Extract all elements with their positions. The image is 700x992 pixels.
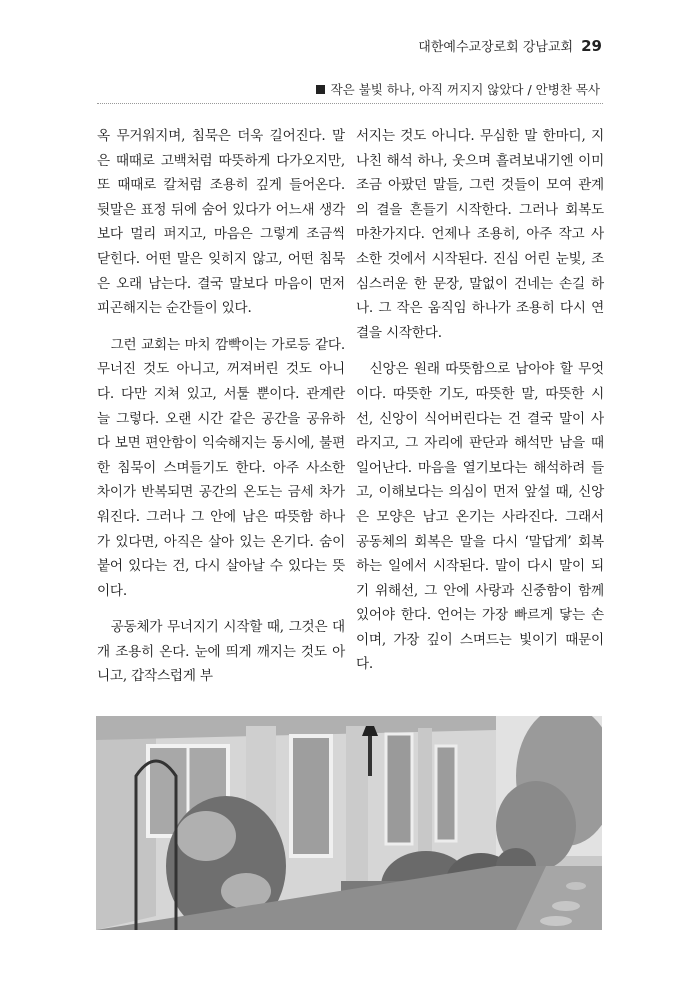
left-column — [97, 124, 345, 689]
paragraph: 신앙은 원래 따뜻함으로 남아야 할 무엇이다. 따뜻한 기도, 따뜻한 말, 따뜻한 시선, 신앙이 식어버린다는 건 결국 말이 사라지고, 그 자리에 판단과 해석만 남을 때 일어난다. 마음을 열기보다는 해석하려 들고, 이해보다는 의심이 먼저 앞설 때, 신앙은 모양은 남고 온기는 사라진다. 그래서 공동체의 회복은 말을 다시 ‘말답게’ 회복하는 일에서 시작된다. 말이 다시 말이 되기 위해선, 그 안에 사랑과 신중함이 함께 있어야 한다. 언어는 가장 빠르게 닿는 손이며, 가장 깊이 스며드는 빛이기 때문이다. — [356, 361, 604, 673]
header-divider — [97, 103, 603, 104]
paragraph: 옥 무거워지며, 침묵은 더욱 길어진다. 말은 때때로 고백처럼 따뜻하게 다가오지만, 또 때때로 칼처럼 조용히 깊게 들어온다. 뒷말은 표정 뒤에 숨어 있다가 어느새 생각보다 멀리 퍼지고, 마음은 그렇게 조금씩 닫힌다. 어떤 말은 잊히지 않고, 어떤 침묵은 오래 남는다. 결국 말보다 마음이 먼저 피곤해지는 순간들이 있다. — [97, 128, 345, 317]
church-name: 대한예수교장로회 강남교회 — [418, 40, 574, 55]
paragraph: 그런 교회는 마치 깜빡이는 가로등 같다. 무너진 것도 아니고, 꺼져버린 것도 아니다. 다만 지쳐 있고, 서툴 뿐이다. 관계란 늘 그렇다. 오랜 시간 같은 공간을 공유하다 보면 편안함이 익숙해지는 동시에, 불편한 침묵이 스며들기도 한다. 아주 사소한 차이가 반복되면 공간의 온도는 금세 차가워진다. 그러나 그 안에 남은 따뜻함 하나가 있다면, 아직은 살아 있는 온기다. 숨이 붙어 있다는 건, 다시 살아날 수 있다는 뜻이다. — [97, 336, 345, 599]
square-bullet-icon — [316, 85, 325, 94]
running-header — [418, 36, 602, 55]
right-column — [356, 124, 604, 677]
paragraph: 서지는 것도 아니다. 무심한 말 한마디, 지나친 해석 하나, 웃으며 흘려보내기엔 이미 조금 아팠던 말들, 그런 것들이 모여 관계의 결을 흔들기 시작한다. 그러나 회복도 마찬가지다. 언제나 조용히, 아주 작고 사소한 것에서 시작된다. 진심 어린 눈빛, 조심스러운 한 문장, 말없이 건네는 손길 하나. 그 작은 움직임 하나가 조용히 다시 연결을 시작한다. — [356, 128, 604, 341]
page-number: 29 — [581, 37, 602, 55]
church-building-photo — [96, 716, 602, 930]
article-title-author: 작은 불빛 하나, 아직 꺼지지 않았다 / 안병찬 목사 — [330, 82, 600, 97]
article-subheader — [316, 80, 600, 98]
paragraph: 공동체가 무너지기 시작할 때, 그것은 대개 조용히 온다. 눈에 띄게 깨지는 것도 아니고, 갑작스럽게 부 — [97, 619, 345, 685]
